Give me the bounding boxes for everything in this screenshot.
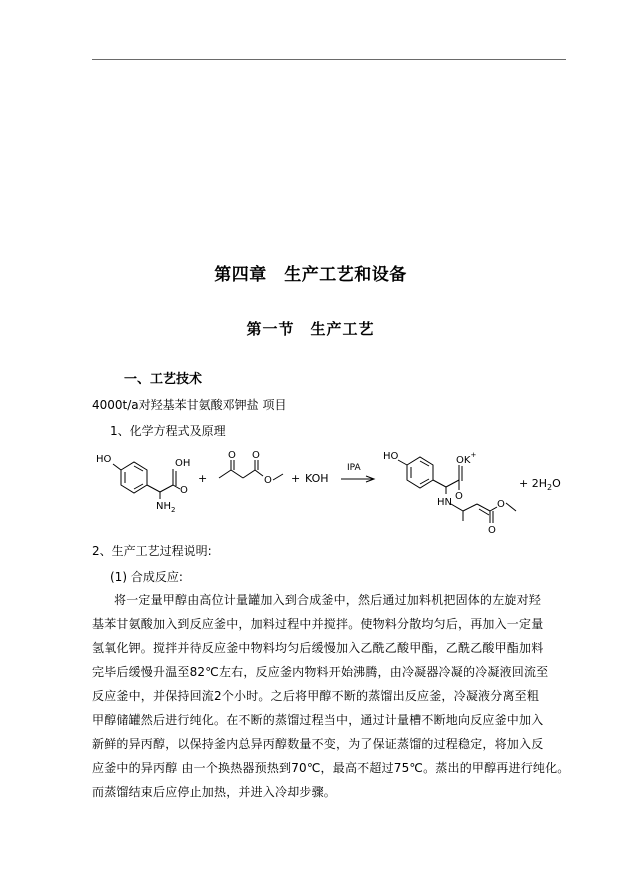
catalyst-label: IPA [347, 463, 361, 473]
paragraph-line: 完毕后缓慢升温至82℃左右，反应釜内物料开始沸腾，由冷凝器冷凝的冷凝液回流至 [92, 665, 549, 679]
paragraph-line: 氢氧化钾。搅拌并待反应釜中物料均匀后缓慢加入乙酰乙酸甲酯，乙酰乙酸甲酯加料 [92, 641, 544, 655]
r1-acid-oh-label: OH [175, 458, 191, 469]
plus-sign-1: + [198, 472, 208, 485]
subitem1-title: (1) 合成反应: [110, 570, 183, 584]
r1-hydroxyl-label: HO [96, 454, 112, 465]
item2-title: 2、生产工艺过程说明: [92, 544, 212, 558]
r1-amine-label: $NH_2$ [156, 501, 176, 514]
paragraph-line: 反应釜中，并保持回流2个小时。之后将甲醇不断的蒸馏出反应釜，冷凝液分离至粗 [92, 689, 540, 703]
water-label: + $2H_2O$ [519, 477, 561, 492]
r2-ester-o2-label: O [264, 475, 272, 486]
r1-carbonyl-o-label: O [180, 485, 188, 496]
project-name: 4000t/a对羟基苯甘氨酸邓钾盐 项目 [92, 398, 287, 412]
paragraph-line: 将一定量甲醇由高位计量罐加入到合成釜中，然后通过加料机把固体的左旋对羟 [114, 593, 542, 607]
p-carbonyl-o-label: O [455, 491, 463, 502]
plus-sign-2: + [291, 472, 301, 485]
p-hn-label: HN [437, 497, 452, 508]
subsection-title: 一、工艺技术 [124, 372, 203, 387]
paragraph-line: 基苯甘氨酸加入到反应釜中，加料过程中并搅拌。使物料分散均匀后，再加入一定量 [92, 617, 544, 631]
item1-title: 1、化学方程式及原理 [110, 424, 226, 438]
paragraph-line: 甲醇储罐然后进行纯化。在不断的蒸馏过程当中，通过计量槽不断地向反应釜中加入 [92, 713, 544, 727]
p-hydroxyl-label: HO [383, 451, 399, 462]
paragraph-line: 而蒸馏结束后应停止加热，并进入冷却步骤。 [92, 785, 337, 799]
p-ok-label: OK+ [456, 451, 477, 466]
paragraph-line: 新鲜的异丙醇，以保持釜内总异丙醇数量不变，为了保证蒸馏的过程稳定，将加入反 [92, 737, 544, 751]
p-ester-o1-label: O [497, 499, 505, 510]
paragraph-line: 应釜中的异丙醇 由一个换热器预热到70℃，最高不超过75℃。蒸出的甲醇再进行纯化。 [92, 761, 570, 775]
r2-ketone-o-label: O [228, 450, 236, 461]
r2-ester-o1-label: O [252, 450, 260, 461]
section-title: 第一节 生产工艺 [246, 320, 375, 338]
koh-label: KOH [305, 472, 329, 485]
p-ester-o2-label: O [488, 525, 496, 536]
chapter-title: 第四章 生产工艺和设备 [214, 265, 407, 285]
